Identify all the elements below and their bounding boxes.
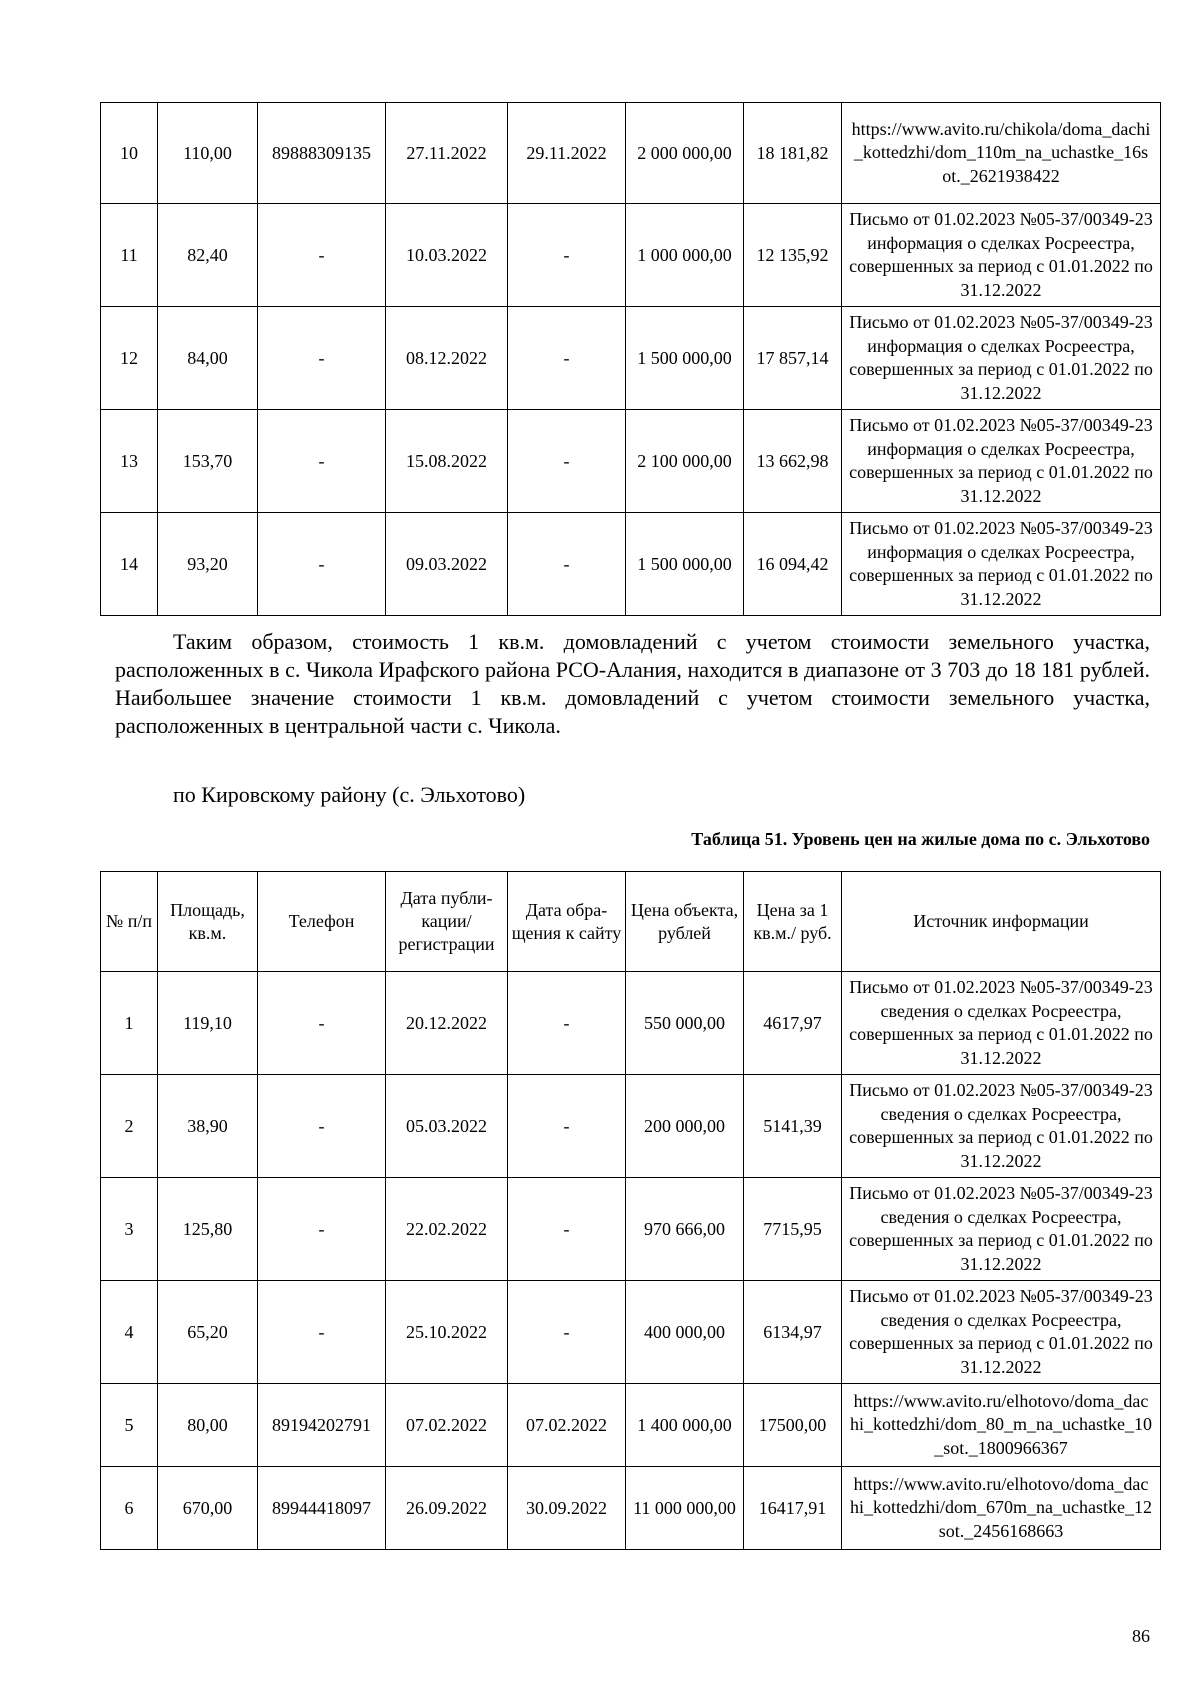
source-cell: Письмо от 01.02.2023 №05-37/00349-23 информация о сделках Росреестра, совершенных за период с 01.01.2022 по 31.12.2022 [842,410,1161,513]
page-number: 86 [1132,1626,1150,1646]
date-req-cell: - [508,513,626,616]
date-pub-cell: 27.11.2022 [386,103,508,204]
date-pub-cell: 10.03.2022 [386,204,508,307]
table-row [101,972,1161,1075]
phone-cell: 89944418097 [258,1467,386,1550]
price-cell: 1 500 000,00 [626,307,744,410]
header-price: Цена объекта, рублей [626,872,744,972]
price-sqm-cell: 16 094,42 [744,513,842,616]
area-cell: 38,90 [158,1075,258,1178]
row-number: 12 [101,307,158,410]
price-sqm-cell: 17500,00 [744,1384,842,1467]
price-sqm-cell: 4617,97 [744,972,842,1075]
table-row [101,410,1161,513]
date-req-cell: 29.11.2022 [508,103,626,204]
table-caption: Таблица 51. Уровень цен на жилые дома по с. Эльхотово [691,829,1150,849]
date-req-cell: - [508,204,626,307]
area-cell: 125,80 [158,1178,258,1281]
phone-cell: - [258,410,386,513]
price-cell: 1 500 000,00 [626,513,744,616]
table-header-row [101,872,1161,972]
table-row [101,1178,1161,1281]
table-row [101,103,1161,204]
source-cell: Письмо от 01.02.2023 №05-37/00349-23 информация о сделках Росреестра, совершенных за период с 01.01.2022 по 31.12.2022 [842,307,1161,410]
header-price-sqm: Цена за 1 кв.м./ руб. [744,872,842,972]
header-date-pub: Дата публи-кации/ регистрации [386,872,508,972]
date-req-cell: 30.09.2022 [508,1467,626,1550]
area-cell: 153,70 [158,410,258,513]
source-link[interactable]: https://www.avito.ru/chikola/doma_dachi_kottedzhi/dom_110m_na_uchastke_16sot._2621938422 [842,103,1161,204]
price-cell: 2 100 000,00 [626,410,744,513]
source-cell: Письмо от 01.02.2023 №05-37/00349-23 сведения о сделках Росреестра, совершенных за период с 01.01.2022 по 31.12.2022 [842,972,1161,1075]
area-cell: 84,00 [158,307,258,410]
date-req-cell: - [508,410,626,513]
header-number: № п/п [101,872,158,972]
row-number: 5 [101,1384,158,1467]
price-sqm-cell: 7715,95 [744,1178,842,1281]
date-req-cell: - [508,972,626,1075]
price-sqm-cell: 6134,97 [744,1281,842,1384]
date-pub-cell: 20.12.2022 [386,972,508,1075]
row-number: 14 [101,513,158,616]
price-cell: 970 666,00 [626,1178,744,1281]
table-row [101,1281,1161,1384]
area-cell: 80,00 [158,1384,258,1467]
price-table-elkhotovo [100,871,1161,1550]
price-sqm-cell: 17 857,14 [744,307,842,410]
header-date-req: Дата обра-щения к сайту [508,872,626,972]
row-number: 6 [101,1467,158,1550]
price-sqm-cell: 16417,91 [744,1467,842,1550]
area-cell: 82,40 [158,204,258,307]
table-row [101,204,1161,307]
date-pub-cell: 05.03.2022 [386,1075,508,1178]
phone-cell: - [258,1075,386,1178]
date-req-cell: - [508,1281,626,1384]
date-pub-cell: 07.02.2022 [386,1384,508,1467]
source-cell: Письмо от 01.02.2023 №05-37/00349-23 сведения о сделках Росреестра, совершенных за период с 01.01.2022 по 31.12.2022 [842,1178,1161,1281]
price-cell: 200 000,00 [626,1075,744,1178]
area-cell: 670,00 [158,1467,258,1550]
date-pub-cell: 15.08.2022 [386,410,508,513]
date-req-cell: - [508,307,626,410]
area-cell: 65,20 [158,1281,258,1384]
phone-cell: 89194202791 [258,1384,386,1467]
area-cell: 93,20 [158,513,258,616]
table-row [101,1467,1161,1550]
section-subheading: по Кировскому району (с. Эльхотово) [173,782,526,807]
price-table-chikola [100,102,1161,616]
phone-cell: - [258,513,386,616]
source-link[interactable]: https://www.avito.ru/elhotovo/doma_dachi_kottedzhi/dom_670m_na_uchastke_12sot._2456168663 [842,1467,1161,1550]
price-sqm-cell: 18 181,82 [744,103,842,204]
row-number: 10 [101,103,158,204]
source-cell: Письмо от 01.02.2023 №05-37/00349-23 информация о сделках Росреестра, совершенных за период с 01.01.2022 по 31.12.2022 [842,513,1161,616]
row-number: 1 [101,972,158,1075]
price-cell: 1 400 000,00 [626,1384,744,1467]
date-req-cell: - [508,1075,626,1178]
source-cell: Письмо от 01.02.2023 №05-37/00349-23 сведения о сделках Росреестра, совершенных за период с 01.01.2022 по 31.12.2022 [842,1075,1161,1178]
date-pub-cell: 25.10.2022 [386,1281,508,1384]
date-pub-cell: 26.09.2022 [386,1467,508,1550]
price-sqm-cell: 5141,39 [744,1075,842,1178]
price-cell: 1 000 000,00 [626,204,744,307]
area-cell: 110,00 [158,103,258,204]
phone-cell: - [258,972,386,1075]
phone-cell: - [258,204,386,307]
date-req-cell: 07.02.2022 [508,1384,626,1467]
price-sqm-cell: 12 135,92 [744,204,842,307]
header-phone: Телефон [258,872,386,972]
phone-cell: - [258,1281,386,1384]
header-source: Источник информации [842,872,1161,972]
table-row [101,1384,1161,1467]
date-pub-cell: 22.02.2022 [386,1178,508,1281]
row-number: 11 [101,204,158,307]
phone-cell: - [258,1178,386,1281]
phone-cell: - [258,307,386,410]
table-row [101,513,1161,616]
date-req-cell: - [508,1178,626,1281]
row-number: 4 [101,1281,158,1384]
row-number: 3 [101,1178,158,1281]
price-cell: 550 000,00 [626,972,744,1075]
source-link[interactable]: https://www.avito.ru/elhotovo/doma_dachi_kottedzhi/dom_80_m_na_uchastke_10_sot._1800966367 [842,1384,1161,1467]
price-cell: 400 000,00 [626,1281,744,1384]
date-pub-cell: 09.03.2022 [386,513,508,616]
summary-paragraph: Таким образом, стоимость 1 кв.м. домовладений с учетом стоимости земельного участка, расположенных в с. Чикола Ирафского района РСО-Алания, находится в диапазоне от 3 703 до 18 181 рублей. Наибольшее значение стоимости 1 кв.м. домовладений с учетом стоимости земельного участка, расположенных в центральной части с. Чикола. [115,629,1150,738]
date-pub-cell: 08.12.2022 [386,307,508,410]
row-number: 13 [101,410,158,513]
source-cell: Письмо от 01.02.2023 №05-37/00349-23 сведения о сделках Росреестра, совершенных за период с 01.01.2022 по 31.12.2022 [842,1281,1161,1384]
table-row [101,307,1161,410]
row-number: 2 [101,1075,158,1178]
price-cell: 2 000 000,00 [626,103,744,204]
table-row [101,1075,1161,1178]
header-area: Площадь, кв.м. [158,872,258,972]
area-cell: 119,10 [158,972,258,1075]
price-cell: 11 000 000,00 [626,1467,744,1550]
source-cell: Письмо от 01.02.2023 №05-37/00349-23 информация о сделках Росреестра, совершенных за период с 01.01.2022 по 31.12.2022 [842,204,1161,307]
phone-cell: 89888309135 [258,103,386,204]
price-sqm-cell: 13 662,98 [744,410,842,513]
